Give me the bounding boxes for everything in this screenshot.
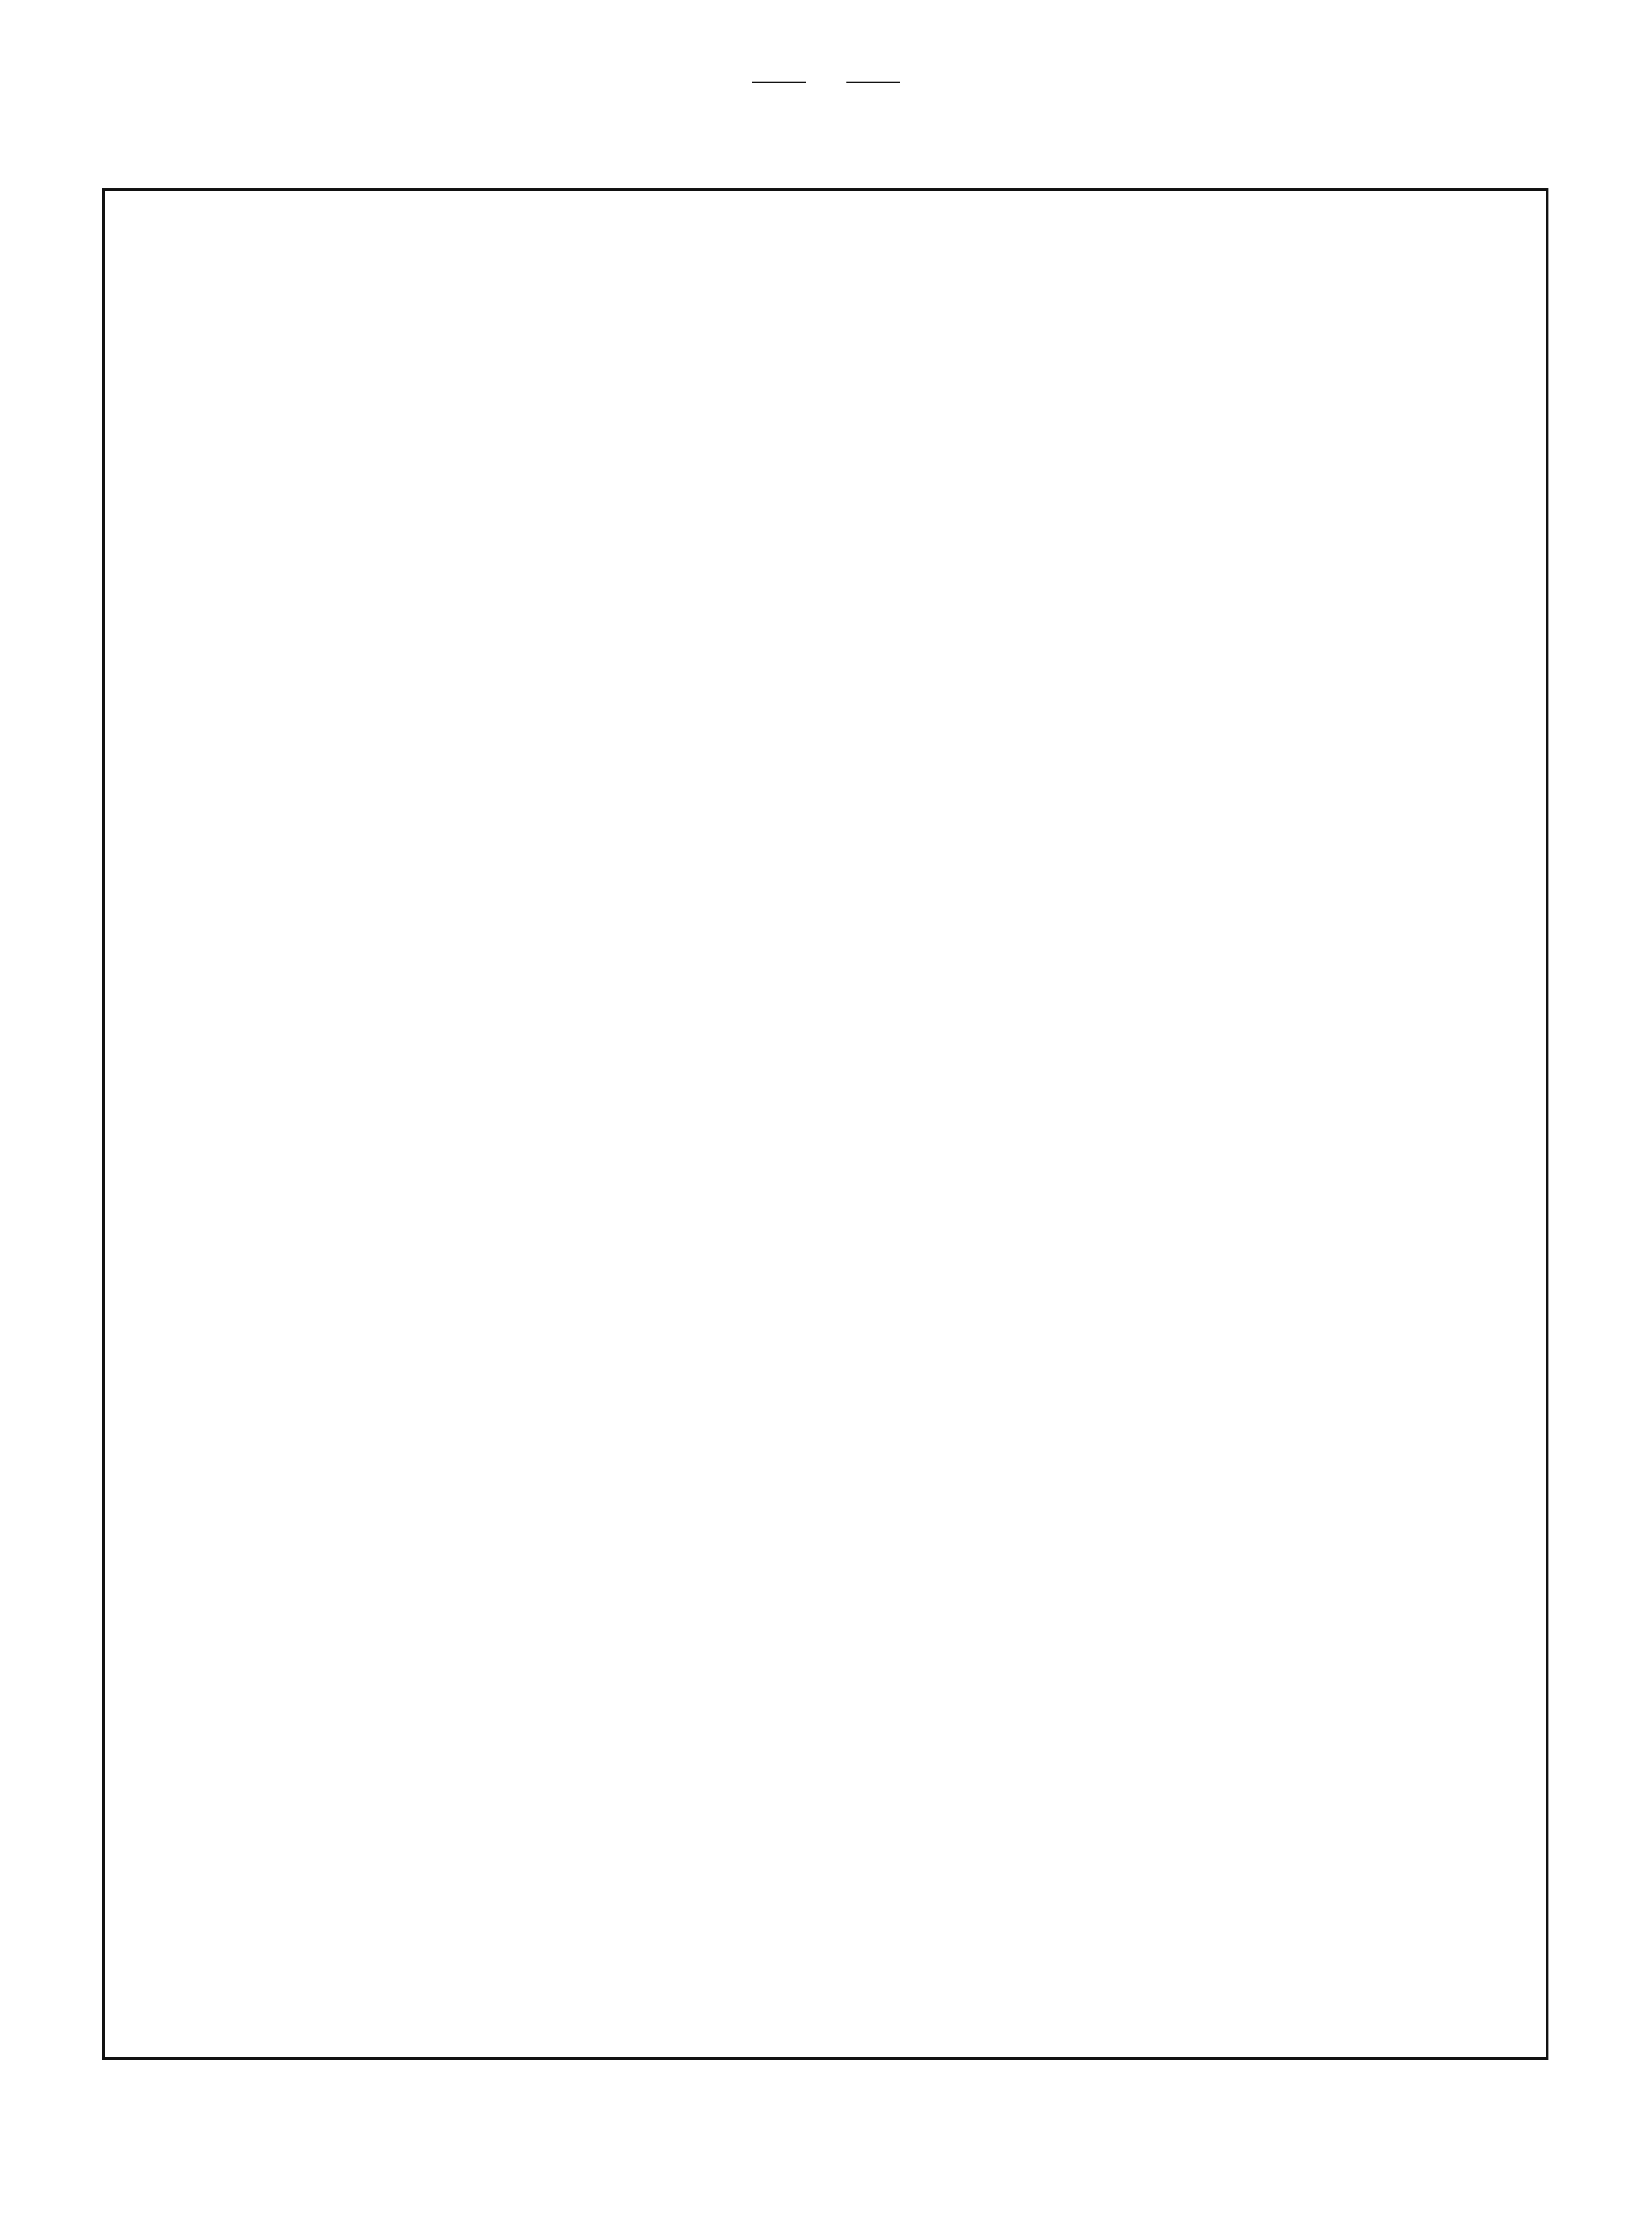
table-frame [102,188,1548,2060]
page-number [0,67,1652,93]
